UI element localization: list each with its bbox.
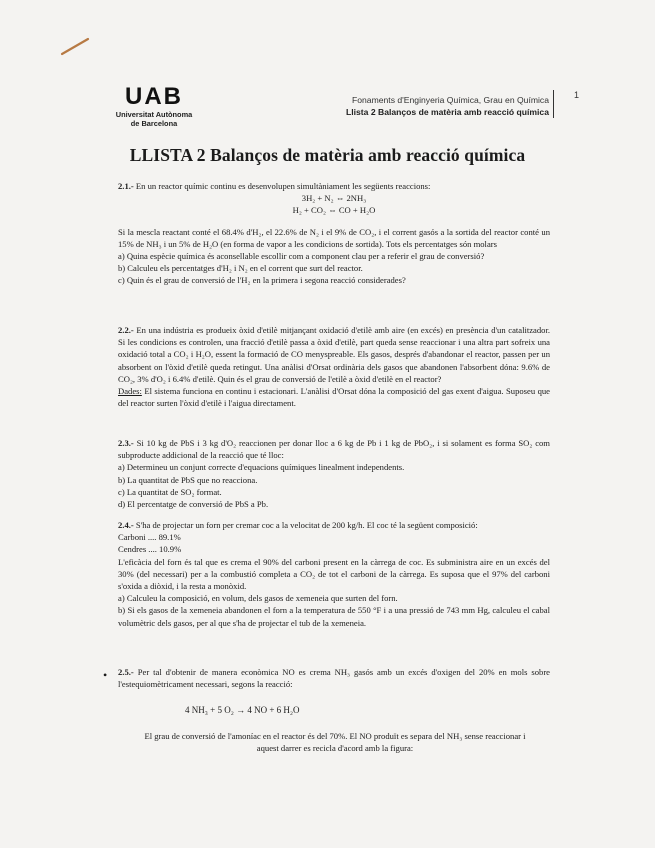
reaction-equation: 4 NH₃ + 5 O₂ → 4 NO + 6 H₂O	[185, 705, 300, 715]
university-logo	[106, 84, 202, 128]
problem-number: 2.4.-	[118, 520, 134, 530]
problem-2-2	[118, 324, 550, 409]
problem-body: Per tal d'obtenir de manera econòmica NO es crema NH₃ gasós amb un excés d'oxigen del 20% en mols sobre l'estequiomètricament necessari, segons la reacció:	[118, 667, 550, 690]
problem-intro: En un reactor químic continu es desenvolupen simultàniament les següents reaccions:	[135, 181, 431, 191]
problem-number: 2.2.-	[118, 325, 134, 335]
logo-subtitle-2: de Barcelona	[130, 119, 178, 128]
question-b: b) La quantitat de PbS que no reacciona.	[118, 474, 258, 485]
problem-2-3	[118, 437, 550, 510]
problem-body: Si 10 kg de PbS i 3 kg d'O₂ reaccionen per donar lloc a 6 kg de Pb i 1 kg de PbO₂, i si solament es forma SO₂ com subproducte addicional de la reacció que té lloc:	[118, 438, 550, 461]
bullet-marker: •	[103, 668, 108, 682]
problem-body-2: El grau de conversió de l'amoníac en el reactor és del 70%. El NO produït es separa del NH₃ sense reaccionar i aquest darrer es recicla d'acord amb la figura:	[144, 731, 526, 754]
problem-body-2: L'eficàcia del forn és tal que es crema el 90% del carboni present en la càrrega de coc. Es subministra aire en un excés del 30% (del necessari) per a la combustió completa a CO₂ de tot el carboni de la càrrega. Es suposa que el 97% del carboni s'oxida a diòxid, i la resta a monòxid.	[118, 556, 550, 592]
problem-data: El sistema funciona en continu i estacionari. L'anàlisi d'Orsat dóna la composició del gas exent d'aigua. Suposeu que del reactor surten l'òxid d'etilè i l'aigua directament.	[118, 386, 550, 409]
problem-number: 2.1.-	[118, 181, 134, 191]
composition-ash: Cendres .... 10.9%	[118, 544, 182, 555]
problem-number: 2.3.-	[118, 438, 134, 448]
question-a: a) Calculeu la composició, en volum, dels gasos de xemeneia que surten del forn.	[118, 593, 398, 604]
data-label: Dades:	[118, 386, 142, 397]
problem-2-4	[118, 519, 550, 629]
problem-2-1	[118, 180, 550, 287]
question-a: a) Quina espècie química és aconsellable escollir com a component clau per a referir el grau de conversió?	[118, 251, 485, 262]
question-b: b) Calculeu els percentatges d'H₂ i N₂ en el corrent que surt del reactor.	[118, 263, 363, 274]
problem-2-5	[118, 666, 550, 690]
question-b: b) Si els gasos de la xemeneia abandonen el forn a la temperatura de 550 °F i a una pressió de 743 mm Hg, calculeu el cabal volumètric dels gasos, per al que s'ha de projectar el tub de la xemeneia.	[118, 605, 550, 628]
problem-body: S'ha de projectar un forn per cremar coc a la velocitat de 200 kg/h. El coc té la següent composició:	[135, 520, 478, 530]
header-divider	[553, 90, 554, 118]
logo-subtitle-1: Universitat Autònoma	[115, 110, 193, 119]
composition-carbon: Carboni .... 89.1%	[118, 532, 181, 543]
page-header	[346, 94, 549, 118]
problem-body: Si la mescla reactant conté el 68.4% d'H₂, el 22.6% de N₂ i el 9% de CO₂, i el corrent gasós a la sortida del reactor conté un 15% de NH₃ i un 5% de H₂O (en forma de vapor a les condicions de sortida). Tots els percentatges són molars	[118, 226, 550, 249]
course-name: Fonaments d'Enginyeria Química, Grau en Química	[352, 95, 549, 105]
question-c: c) Quin és el grau de conversió de l'H₂ en la primera i segona reacció considerades?	[118, 275, 406, 286]
question-d: d) El percentatge de conversió de PbS a Pb.	[118, 499, 269, 510]
pen-mark-icon	[60, 36, 92, 56]
sheet-name: Llista 2 Balanços de matèria amb reacció química	[346, 107, 549, 117]
question-c: c) La quantitat de SO₂ format.	[118, 486, 222, 497]
problem-body: En una indústria es produeix òxid d'etilè mitjançant oxidació d'etilè amb aire (en excés) en presència d'un catalitzador. Si les condicions es controlen, una fracció d'etilè passa a òxid d'etilè, part queda sense reaccionar i una altra part sofreix una oxidació total a CO₂ i H₂O, essent la formació de CO menyspreable. Els gasos, després d'abandonar el reactor, passen per un absorbent on l'òxid d'etilè queda retingut. Una anàlisi d'Orsat ordinària dels gasos que abandonen l'absorbent dóna: 9.6% de CO₂, 3% d'O₂ i 6.4% d'etilè. Quin és el grau de conversió de l'etilè a òxid d'etilè en el reactor?	[118, 325, 551, 384]
logo-wordmark: UAB	[125, 83, 183, 110]
reaction-2: H₂ + CO₂ ⇔ CO + H₂O	[292, 205, 376, 216]
reaction-1: 3H₂ + N₂ ⇔ 2NH₃	[301, 193, 367, 204]
question-a: a) Determineu un conjunt correcte d'equacions químiques linealment independents.	[118, 462, 405, 473]
page-number: 1	[574, 90, 580, 100]
page-title: LLISTA 2 Balanços de matèria amb reacció química	[129, 145, 526, 165]
problem-number: 2.5.-	[118, 667, 134, 677]
